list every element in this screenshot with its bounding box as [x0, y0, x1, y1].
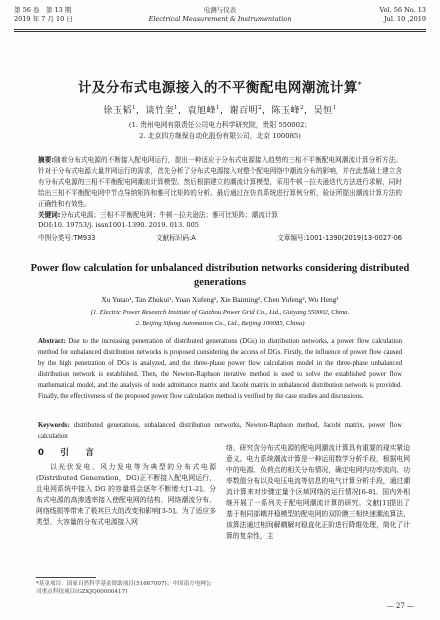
footnote-funding: *基金项目：国家自然科学基金资助项目(51667007)；中国南方电网公司重点科技项目(GZKJQ00000417) [36, 581, 212, 595]
abstract-cn: 摘要:随着分布式电源的不断接入配电网运行，提出一种适应于分布式电源接入趋势的三相不平衡配电网潮流计算分析方法。针对于分布式电源大量并网运行的需求，首先分析了分布式电源接入对整个配电网络中潮流分布的影响，并在此基础上建立含有分布式电源的三相不平衡配电网潮流计算模型。然后根据建立的潮流计算模型，采用牛顿－拉夫逊迭代方法进行求解，同时给出三相不平衡配电网中节点导纳矩阵和雅可比矩阵的分析。最后通过在仿真系统进行算例分析，验证所提出潮流计算方法的正确性和有效性。 [38, 156, 403, 208]
section-title-introduction: 0 引 言 [38, 448, 98, 458]
author-cn: 徐玉韬 [103, 106, 132, 116]
header-rule-thin [14, 31, 426, 32]
author-cn: 袁旭峰 [187, 106, 216, 116]
author-affiliation-mark: 1 [173, 105, 178, 111]
author-affiliation-mark: 1 [215, 105, 220, 111]
header-rule [14, 29, 426, 30]
author-cn: 谈竹奎 [145, 106, 174, 116]
article-number: 文章编号:1001-1390(2019)13-0027-06 [277, 234, 402, 242]
author-affiliation-mark: 1 [332, 105, 337, 111]
author-cn: 谢百明 [229, 106, 259, 116]
paper-title-cn: 计及分布式电源接入的不平衡配电网潮流计算* [77, 80, 363, 96]
intro-text-right: 络，研究含分布式电源的配电网潮流计算具有重要的现实紧迫意义。电力系统潮流计算是一种运用数学分析手段，根据电网中的电源、负荷点的相关分布情况，确定电网内功率流向、功率数值分布以及电压电流等信息的电气计算分析手段，通过潮流计算来对步骤定量个区域网络的运行情况[6-8]。国内外相继开展了一系列关于配电网潮流计算的研究。文献[1]提出了基于相同部耦并稳模型的配电网的双阶膜三相快速潮流算法，该算法通过相间解耦解对稳直化正阶进行降维处理，简化了计算的复杂性，主 [226, 444, 410, 540]
header-center: 电测与仪表 Electrical Measurement & Instrumentation [148, 6, 292, 23]
doi: DOI:10. 19753/j. issn1001-1390. 2019. 013. 005 [38, 221, 199, 229]
authors-en: Xu Yutao¹, Tan Zhukui¹, Yuan Xufeng¹, Xie Baiming², Chen Yufeng², Wu Heng¹ [101, 295, 339, 304]
abstract-en: Abstract: Due to the increasing penetration of distributed generations (DGs) in distribution networks, a power flow calculation method for unbalanced distribution networks is proposed considering the access of DGs. Firstly, the influence of power flow caused by the high penetration of DGs is analyzed, and the three-phase power flow calculation model in the three-phase unbalanced distribution network is established. Then, the Newton-Raphson iterative method is used to solve the established power flow mathematical model, and the analysis of node admittance matrix and Jacobi matrix in unbalanced distribution network is provided. Finally, the effectiveness of the proposed power flow calculation method is verified by the case studies and discussions. [38, 338, 402, 400]
header-left: 第 56 卷 第 13 期 2019 年 7 月 10 日 [14, 6, 73, 23]
author-cn: 吴恒 [313, 106, 333, 116]
affiliation-en-2: 2. Beijing Sifang Automation Co., Ltd., Beijing 100085, China) [135, 320, 305, 327]
keywords-cn: 关键词:分布式电源；三相不平衡配电网；牛顿－拉夫逊法；雅可比矩阵；潮流计算 [38, 211, 279, 219]
keywords-en: Keywords: distributed generations, unbalanced distribution networks, Newton-Raphson method, Jacobi matrix, power flow calculation [38, 422, 402, 440]
author-affiliation-mark: 2 [300, 105, 305, 111]
class-number: 中图分类号:TM933 [38, 234, 96, 242]
intro-text-left: 以光伏发电、风力发电等为典型的分布式电源(Distributed Generation，DG)正不断接入配电网运行，且电网系统中接入 DG 的容量将会逐年不断增大[1-2]。分布式电源的高渗透率接入使配电网的结构、网络潮流分布、网络线损等带来了极其巨大的改变和影响[3-5]。为了适应多类型、大容量的分布式电源接入网 [36, 463, 216, 526]
affiliation-en-1: (1. Electric Power Research Institute of Guizhou Power Grid Co., Ltd., Guiyang 550002, China. [90, 309, 350, 316]
author-affiliation-mark: 2 [258, 105, 263, 111]
page-number: — 27 — [386, 602, 414, 610]
author-cn: 陈玉峰 [271, 106, 301, 116]
author-affiliation-mark: 1 [131, 105, 136, 111]
authors-cn: 徐玉韬$^1$，谈竹奎$^1$，袁旭峰$^1$，谢百明$^2$，陈玉峰$^2$，吴恒$^1$ [103, 105, 337, 116]
affiliation-cn-1: (1. 贵州电网有限责任公司电力科学研究院，贵阳 550002； [128, 121, 312, 129]
document-code: 文献标识码:A [156, 234, 196, 242]
affiliation-cn-2: 2. 北京四方继保自动化股份有限公司，北京 100085) [139, 132, 301, 140]
paper-title-en: Power flow calculation for unbalanced distribution networks considering distributed generations [30, 263, 410, 288]
footnote-rule [36, 577, 96, 578]
header-right: Vol. 56 No. 13 Jul. 10 ,2019 [379, 6, 426, 23]
